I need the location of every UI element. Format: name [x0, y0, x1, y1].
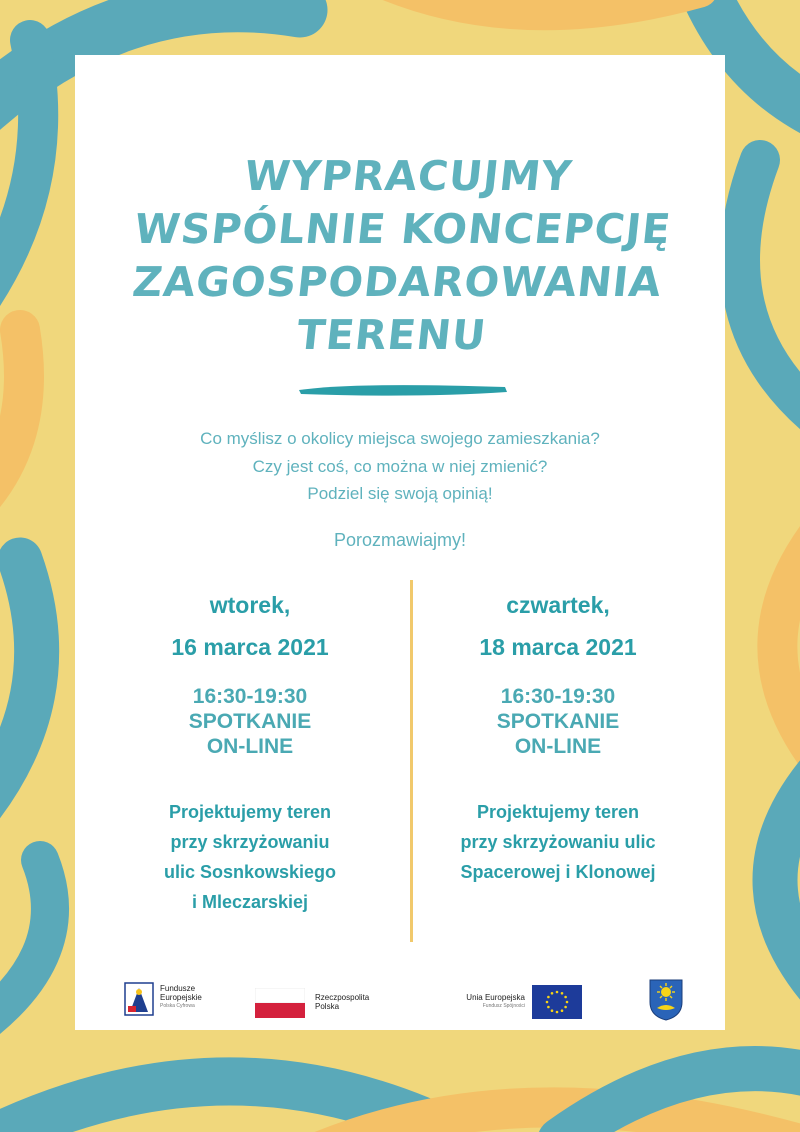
rp-line2: Polska	[315, 1002, 340, 1011]
rp-line1: Rzeczpospolita	[315, 993, 370, 1002]
title-line: WYPRACUJMY	[242, 152, 575, 200]
ue-sub: Fundusz Spójności	[482, 1003, 525, 1009]
meeting-time: 16:30-19:30	[192, 685, 308, 708]
topic-line: Projektujemy teren	[476, 802, 640, 822]
meeting-type-line: ON-LINE	[206, 735, 294, 758]
meeting-column-left	[105, 590, 395, 917]
title-line: ZAGOSPODAROWANIA	[130, 258, 665, 306]
meeting-type-line: SPOTKANIE	[188, 710, 312, 733]
topic-line: Projektujemy teren	[168, 802, 332, 822]
meeting-day: czwartek,	[506, 592, 610, 618]
ue-line1: Unia Europejska	[466, 993, 525, 1002]
title-line: TERENU	[294, 311, 489, 359]
topic-line: przy skrzyżowaniu ulic	[460, 832, 656, 852]
brush-stroke-divider	[295, 378, 510, 400]
eu-flag-icon	[532, 985, 582, 1019]
topic-line: i Mleczarskiej	[191, 892, 309, 912]
meeting-type	[413, 709, 703, 759]
topic-line: Spacerowej i Klonowej	[460, 862, 656, 882]
intro-line: Podziel się swoją opinią!	[307, 484, 493, 503]
fe-emblem-icon	[124, 982, 154, 1016]
fe-sub: Polska Cyfrowa	[160, 1003, 195, 1009]
rzeczpospolita-polska-logo	[255, 985, 405, 1021]
city-coat-of-arms	[648, 978, 684, 1022]
call-to-action: Porozmawiajmy!	[333, 530, 467, 550]
intro-line: Czy jest coś, co można w niej zmienić?	[252, 456, 548, 476]
polish-flag-icon	[255, 988, 305, 1018]
fe-line2: Europejskie	[160, 993, 202, 1002]
meeting-date: 18 marca 2021	[479, 634, 637, 660]
meeting-type	[105, 709, 395, 759]
fundusze-europejskie-logo	[124, 982, 234, 1022]
meeting-date: 16 marca 2021	[171, 634, 329, 660]
topic-line: ulic Sosnkowskiego	[163, 862, 337, 882]
intro-line: Co myślisz o okolicy miejsca swojego zamieszkania?	[200, 429, 600, 448]
title-line: WSPÓLNIE KONCEPCJĘ	[132, 205, 674, 253]
meeting-time: 16:30-19:30	[500, 685, 616, 708]
coat-of-arms-icon	[648, 978, 684, 1022]
topic-line: przy skrzyżowaniu	[170, 832, 330, 852]
fe-line1: Fundusze	[160, 984, 196, 993]
meeting-topic	[413, 797, 703, 887]
meeting-type-line: ON-LINE	[514, 735, 602, 758]
meeting-topic	[105, 797, 395, 917]
meeting-type-line: SPOTKANIE	[496, 710, 620, 733]
intro-text	[75, 425, 725, 508]
meeting-column-right	[413, 590, 703, 887]
meeting-day: wtorek,	[209, 592, 291, 618]
unia-europejska-logo	[430, 985, 585, 1021]
page-title	[64, 150, 736, 362]
